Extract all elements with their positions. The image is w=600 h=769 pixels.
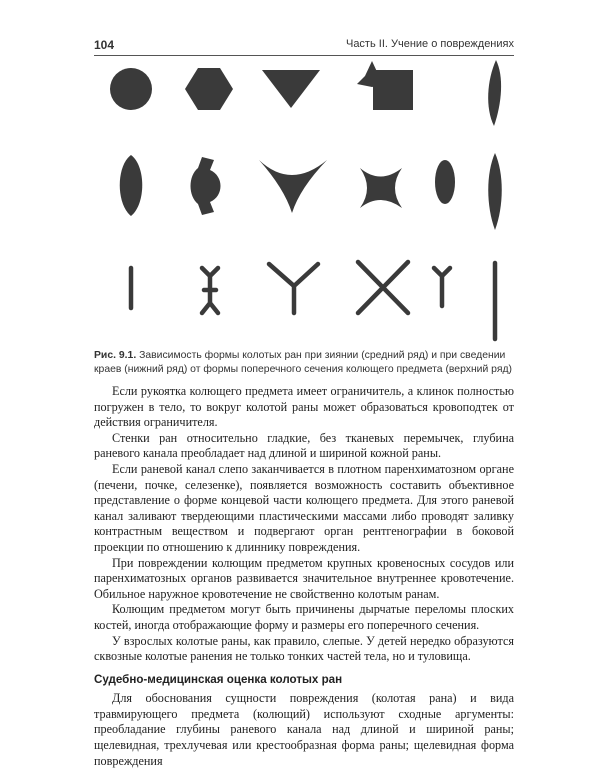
wound-shapes-figure: [94, 58, 514, 348]
paragraph: Колющим предметом могут быть причинены дырчатые переломы плоских костей, иногда отображающие форму и размеры его поперечного сечения.: [94, 602, 514, 632]
shape-oval: [435, 160, 455, 204]
paragraph: При повреждении колющим предметом крупных кровеносных сосудов или паренхиматозных органов развивается значительное внутреннее кровотечение. Обильное наружное кровотечение не свойственно колотым ранам.: [94, 555, 514, 601]
shape-branched-line: [434, 268, 450, 306]
shape-hexagon: [185, 68, 233, 110]
paragraph: Для обоснования сущности повреждения (колотая рана) и вида травмирующего предмета (колющий) используют сходные аргументы: преобладание глубины раневого канала над длиной и шириной раны; щелевидная, трехлучевая или крестообразная форма раны; щелевидная форма повреждения: [94, 691, 514, 768]
shape-triangle: [262, 70, 320, 108]
paragraph: Если раневой канал слепо заканчивается в плотном паренхиматозном органе (печени, почке, селезенке), появляется возможность составить объективное представление о форме концевой части колющего предмета. Для этого раневой канал заливают твердеющими пластическими массами либо проводят заливку контрастным веществом и подвергают орган рентгенографии в боковой проекции по отношению к длиннику повреждения.: [94, 461, 514, 554]
paragraph: Стенки ран относительно гладкие, без тканевых перемычек, глубина раневого канала преобладает над длиной и шириной кожной раны.: [94, 430, 514, 461]
header-rule: [94, 55, 514, 56]
section-heading: Судебно-медицинская оценка колотых ран: [94, 672, 343, 686]
shape-y-shape: [269, 264, 318, 313]
shape-circle: [110, 68, 152, 110]
figure-caption: [94, 349, 514, 377]
shape-double-notched: [191, 157, 221, 215]
shape-double-branched-line: [202, 268, 218, 313]
shape-concave-square: [360, 168, 402, 208]
shape-square: [373, 70, 413, 110]
shape-long-lens: [488, 153, 502, 230]
running-title: Часть II. Учение о повреждениях: [345, 38, 514, 50]
main-text: [94, 384, 514, 769]
shape-concave-triangle: [259, 160, 327, 213]
figure-caption-text: Зависимость формы колотых ран при зиянии (средний ряд) и при сведении краев (нижний ряд) от формы поперечного сечения колющего предмета (верхний ряд): [94, 350, 512, 375]
paragraph: У взрослых колотые раны, как правило, слепые. У детей нередко образуются сквозные колотые ранения не только тонких частей тела, но и туловища.: [94, 633, 514, 664]
page-number: 104: [94, 38, 115, 52]
figure-caption-label: Рис. 9.1.: [94, 350, 137, 361]
shape-blade: [488, 60, 501, 126]
paragraph: Если рукоятка колющего предмета имеет ограничитель, а клинок полностью погружен в тело, то вокруг колотой раны может образоваться кровоподтек от действия ограничителя.: [94, 384, 514, 430]
figure-9-1: [94, 58, 514, 348]
page-header: [94, 36, 514, 54]
shape-lens: [120, 155, 143, 216]
shape-x-shape: [358, 262, 408, 313]
